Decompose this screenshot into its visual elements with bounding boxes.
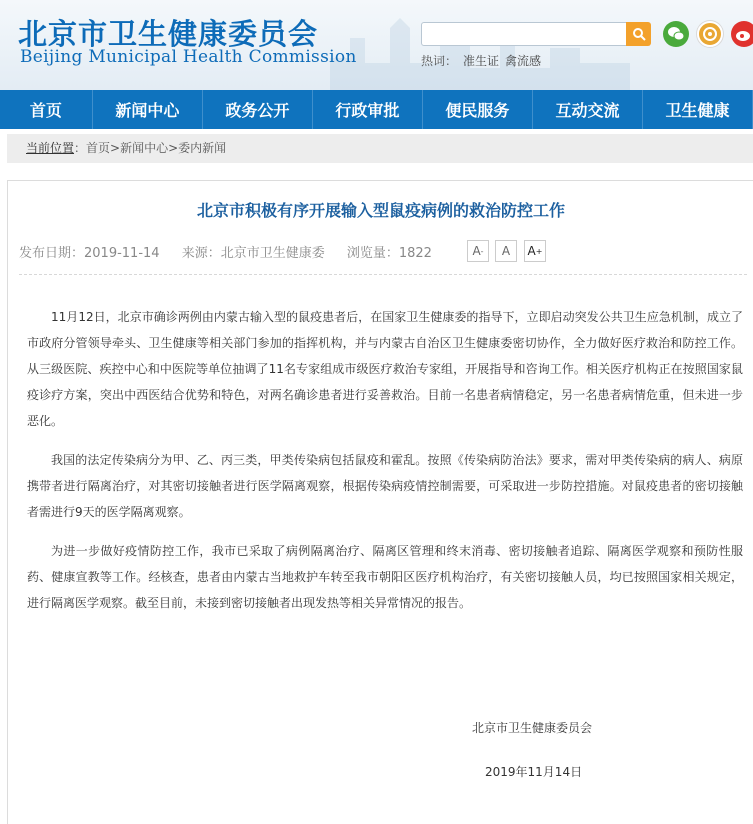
breadcrumb-path[interactable]: ：首页>新闻中心>委内新闻 <box>74 141 227 155</box>
site-header <box>0 0 753 90</box>
weibo-icon <box>735 26 753 42</box>
nav-item-home[interactable]: 首页 <box>0 90 93 129</box>
meta-divider <box>19 274 747 275</box>
font-larger-label: A <box>527 244 536 258</box>
search-input[interactable] <box>421 22 628 46</box>
article-meta <box>19 242 450 261</box>
article-paragraph: 我国的法定传染病分为甲、乙、丙三类，甲类传染病包括鼠疫和霍乱。按照《传染病防治法》要求，需对甲类传染病的病人、病原携带者进行隔离治疗，对其密切接触者进行医学隔离观察，根据传染病疫情控制需要，可采取进一步防控措施。对鼠疫患者的密切接触者需进行9天的医学隔离观察。 <box>27 453 743 519</box>
breadcrumb <box>7 134 753 163</box>
skyline-decoration <box>330 8 630 90</box>
article-signature: 北京市卫生健康委员会 <box>472 721 593 735</box>
search-icon <box>632 27 646 41</box>
wechat-button[interactable] <box>663 21 689 47</box>
wechat-icon <box>667 26 685 42</box>
app-icon <box>702 26 718 42</box>
view-count: 浏览量：1822 <box>346 246 432 261</box>
font-larger-button[interactable]: A + <box>524 240 546 262</box>
article-paragraph: 为进一步做好疫情防控工作，我市已采取了病例隔离治疗、隔离区管理和终末消毒、密切接触者追踪、隔离医学观察和预防性服药、健康宣教等工作。经核查，患者由内蒙古当地救护车转至我市朝阳区医疗机构治疗，有关密切接触人员，均已按照国家相关规定，进行隔离医学观察。截至目前，未接到密切接触者出现发热等相关异常情况的报告。 <box>27 544 743 610</box>
hot-word-link[interactable]: 准生证 <box>463 54 500 68</box>
nav-item-approval[interactable]: 行政审批 <box>313 90 423 129</box>
nav-item-gov-affairs[interactable]: 政务公开 <box>203 90 313 129</box>
app-button[interactable] <box>697 21 723 47</box>
publish-date: 发布日期：2019-11-14 <box>19 246 160 261</box>
hot-words <box>421 52 547 69</box>
hot-word-link[interactable]: 禽流感 <box>505 54 542 68</box>
article-source: 来源：北京市卫生健康委 <box>181 246 325 261</box>
search-button[interactable] <box>626 22 651 46</box>
font-normal-button[interactable] <box>495 240 517 262</box>
article-title: 北京市积极有序开展输入型鼠疫病例的救治防控工作 <box>196 201 565 220</box>
article-sign-date: 2019年11月14日 <box>485 765 583 779</box>
font-normal-label: A <box>501 244 511 258</box>
nav-item-news[interactable]: 新闻中心 <box>93 90 203 129</box>
nav-item-interaction[interactable]: 互动交流 <box>533 90 643 129</box>
hot-words-label: 热词： <box>421 54 458 68</box>
site-subtitle: Beijing Municipal Health Commission <box>20 47 357 67</box>
breadcrumb-label[interactable]: 当前位置 <box>26 141 75 155</box>
site-title[interactable]: 北京市卫生健康委员会 <box>18 17 319 51</box>
article-paragraph: 11月12日，北京市确诊两例由内蒙古输入型的鼠疫患者后，在国家卫生健康委的指导下，立即启动突发公共卫生应急机制，成立了市政府分管领导牵头、卫生健康等相关部门参加的指挥机构，并与内蒙古自治区卫生健康委密切协作，全力做好医疗救治和防控工作。从三级医院、疾控中心和中医院等单位抽调了11名专家组成市级医疗救治专家组，开展指导和咨询工作。相关医疗机构正在按照国家鼠疫诊疗方案，突出中西医结合优势和特色，对两名确诊患者进行妥善救治。目前一名患者病情稳定，另一名患者病情危重，但未进一步恶化。 <box>27 310 743 428</box>
font-smaller-button[interactable]: A - <box>467 240 489 262</box>
nav-item-services[interactable]: 便民服务 <box>423 90 533 129</box>
main-nav <box>0 90 753 129</box>
article-body <box>27 304 743 629</box>
article <box>7 180 753 824</box>
nav-item-health[interactable]: 卫生健康 <box>643 90 753 129</box>
font-smaller-label: A <box>472 244 481 258</box>
weibo-button[interactable] <box>731 21 753 47</box>
